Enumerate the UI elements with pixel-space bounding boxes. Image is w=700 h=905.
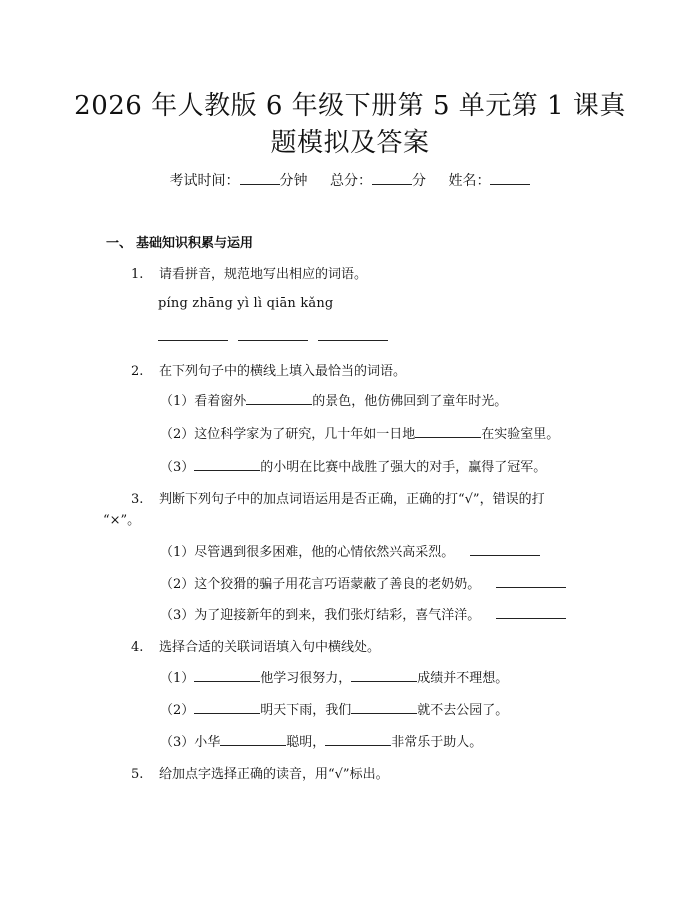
fill-blank[interactable] [351, 701, 417, 714]
judge-blank[interactable] [470, 543, 540, 556]
pinyin-answer-blanks [158, 328, 398, 345]
title-line-1: 2026 年人教版 6 年级下册第 5 单元第 1 课真 [74, 91, 626, 121]
question-1 [131, 263, 367, 282]
q4-item-1 [160, 667, 508, 686]
q4-item-2 [160, 699, 508, 718]
item-text: 明天下雨，我们 [260, 703, 352, 718]
section-number: 一、 [106, 236, 133, 251]
question-text: 请看拼音，规范地写出相应的词语。 [159, 267, 368, 282]
item-text: （3） [160, 460, 195, 475]
item-text: 的小明在比赛中战胜了强大的对手，赢得了冠军。 [260, 460, 547, 475]
question-text: 选择合适的关联词语填入句中横线处。 [159, 640, 381, 655]
exam-meta [0, 170, 700, 190]
item-text: （2）这位科学家为了研究，几十年如一日地 [160, 427, 416, 442]
question-4 [131, 636, 380, 655]
question-5 [131, 763, 389, 782]
score-label: 总分： [330, 173, 372, 189]
question-number: 5. [131, 767, 144, 782]
question-3 [131, 488, 545, 507]
question-text: 在下列句子中的横线上填入最恰当的词语。 [159, 364, 407, 379]
fill-blank[interactable] [194, 701, 260, 714]
q3-item-1 [160, 541, 540, 560]
fill-blank[interactable] [220, 733, 286, 746]
item-text: （1）看着窗外 [160, 394, 247, 409]
judge-blank[interactable] [496, 575, 566, 588]
item-text: （2）这个狡猾的骗子用花言巧语蒙蔽了善良的老奶奶。 [160, 577, 481, 592]
fill-blank[interactable] [194, 458, 260, 471]
q3-item-3 [160, 604, 566, 623]
pinyin-line: píng zhāng yì lì qiān kǎng [158, 296, 334, 311]
question-2 [131, 360, 406, 379]
item-text: （2） [160, 703, 195, 718]
question-number: 3. [131, 492, 144, 507]
item-text: 聪明， [286, 735, 326, 750]
item-text: 的景色，他仿佛回到了童年时光。 [312, 394, 508, 409]
name-label: 姓名： [448, 173, 491, 189]
fill-blank[interactable] [194, 669, 260, 682]
fill-blank[interactable] [325, 733, 391, 746]
fill-blank[interactable] [415, 425, 481, 438]
item-text: （1）尽管遇到很多困难，他的心情依然兴高采烈。 [160, 545, 455, 560]
total-score [330, 173, 430, 189]
item-text: 在实验室里。 [481, 427, 560, 442]
question-number: 2. [131, 364, 144, 379]
item-text: （3）小华 [160, 735, 221, 750]
question-3-continued: “×”。 [103, 513, 141, 528]
question-number: 1. [131, 267, 144, 282]
q4-item-3 [160, 731, 482, 750]
time-blank[interactable] [240, 172, 280, 185]
section-heading [106, 232, 253, 251]
answer-blank[interactable] [158, 328, 228, 341]
student-name [448, 173, 530, 189]
judge-blank[interactable] [496, 606, 566, 619]
q2-item-1 [160, 390, 507, 409]
fill-blank[interactable] [246, 392, 312, 405]
question-text: 判断下列句子中的加点词语运用是否正确，正确的打“√”，错误的打 [159, 492, 545, 507]
item-text: 就不去公园了。 [417, 703, 509, 718]
item-text: 非常乐于助人。 [391, 735, 483, 750]
q3-item-2 [160, 573, 566, 592]
exam-time [170, 173, 312, 189]
score-unit: 分 [412, 173, 426, 189]
q2-item-3 [160, 456, 546, 475]
question-text: 给加点字选择正确的读音，用“√”标出。 [159, 767, 389, 782]
section-title: 基础知识积累与运用 [136, 236, 254, 251]
item-text: （3）为了迎接新年的到来，我们张灯结彩，喜气洋洋。 [160, 608, 481, 623]
answer-blank[interactable] [318, 328, 388, 341]
score-blank[interactable] [372, 172, 412, 185]
name-blank[interactable] [490, 172, 530, 185]
item-text: 成绩并不理想。 [417, 671, 509, 686]
q2-item-2 [160, 423, 559, 442]
item-text: 他学习很努力， [260, 671, 352, 686]
time-label: 考试时间： [169, 173, 240, 189]
question-number: 4. [131, 640, 144, 655]
fill-blank[interactable] [351, 669, 417, 682]
title-line-2: 题模拟及答案 [270, 128, 430, 158]
time-unit: 分钟 [279, 173, 308, 189]
answer-blank[interactable] [238, 328, 308, 341]
item-text: （1） [160, 671, 195, 686]
